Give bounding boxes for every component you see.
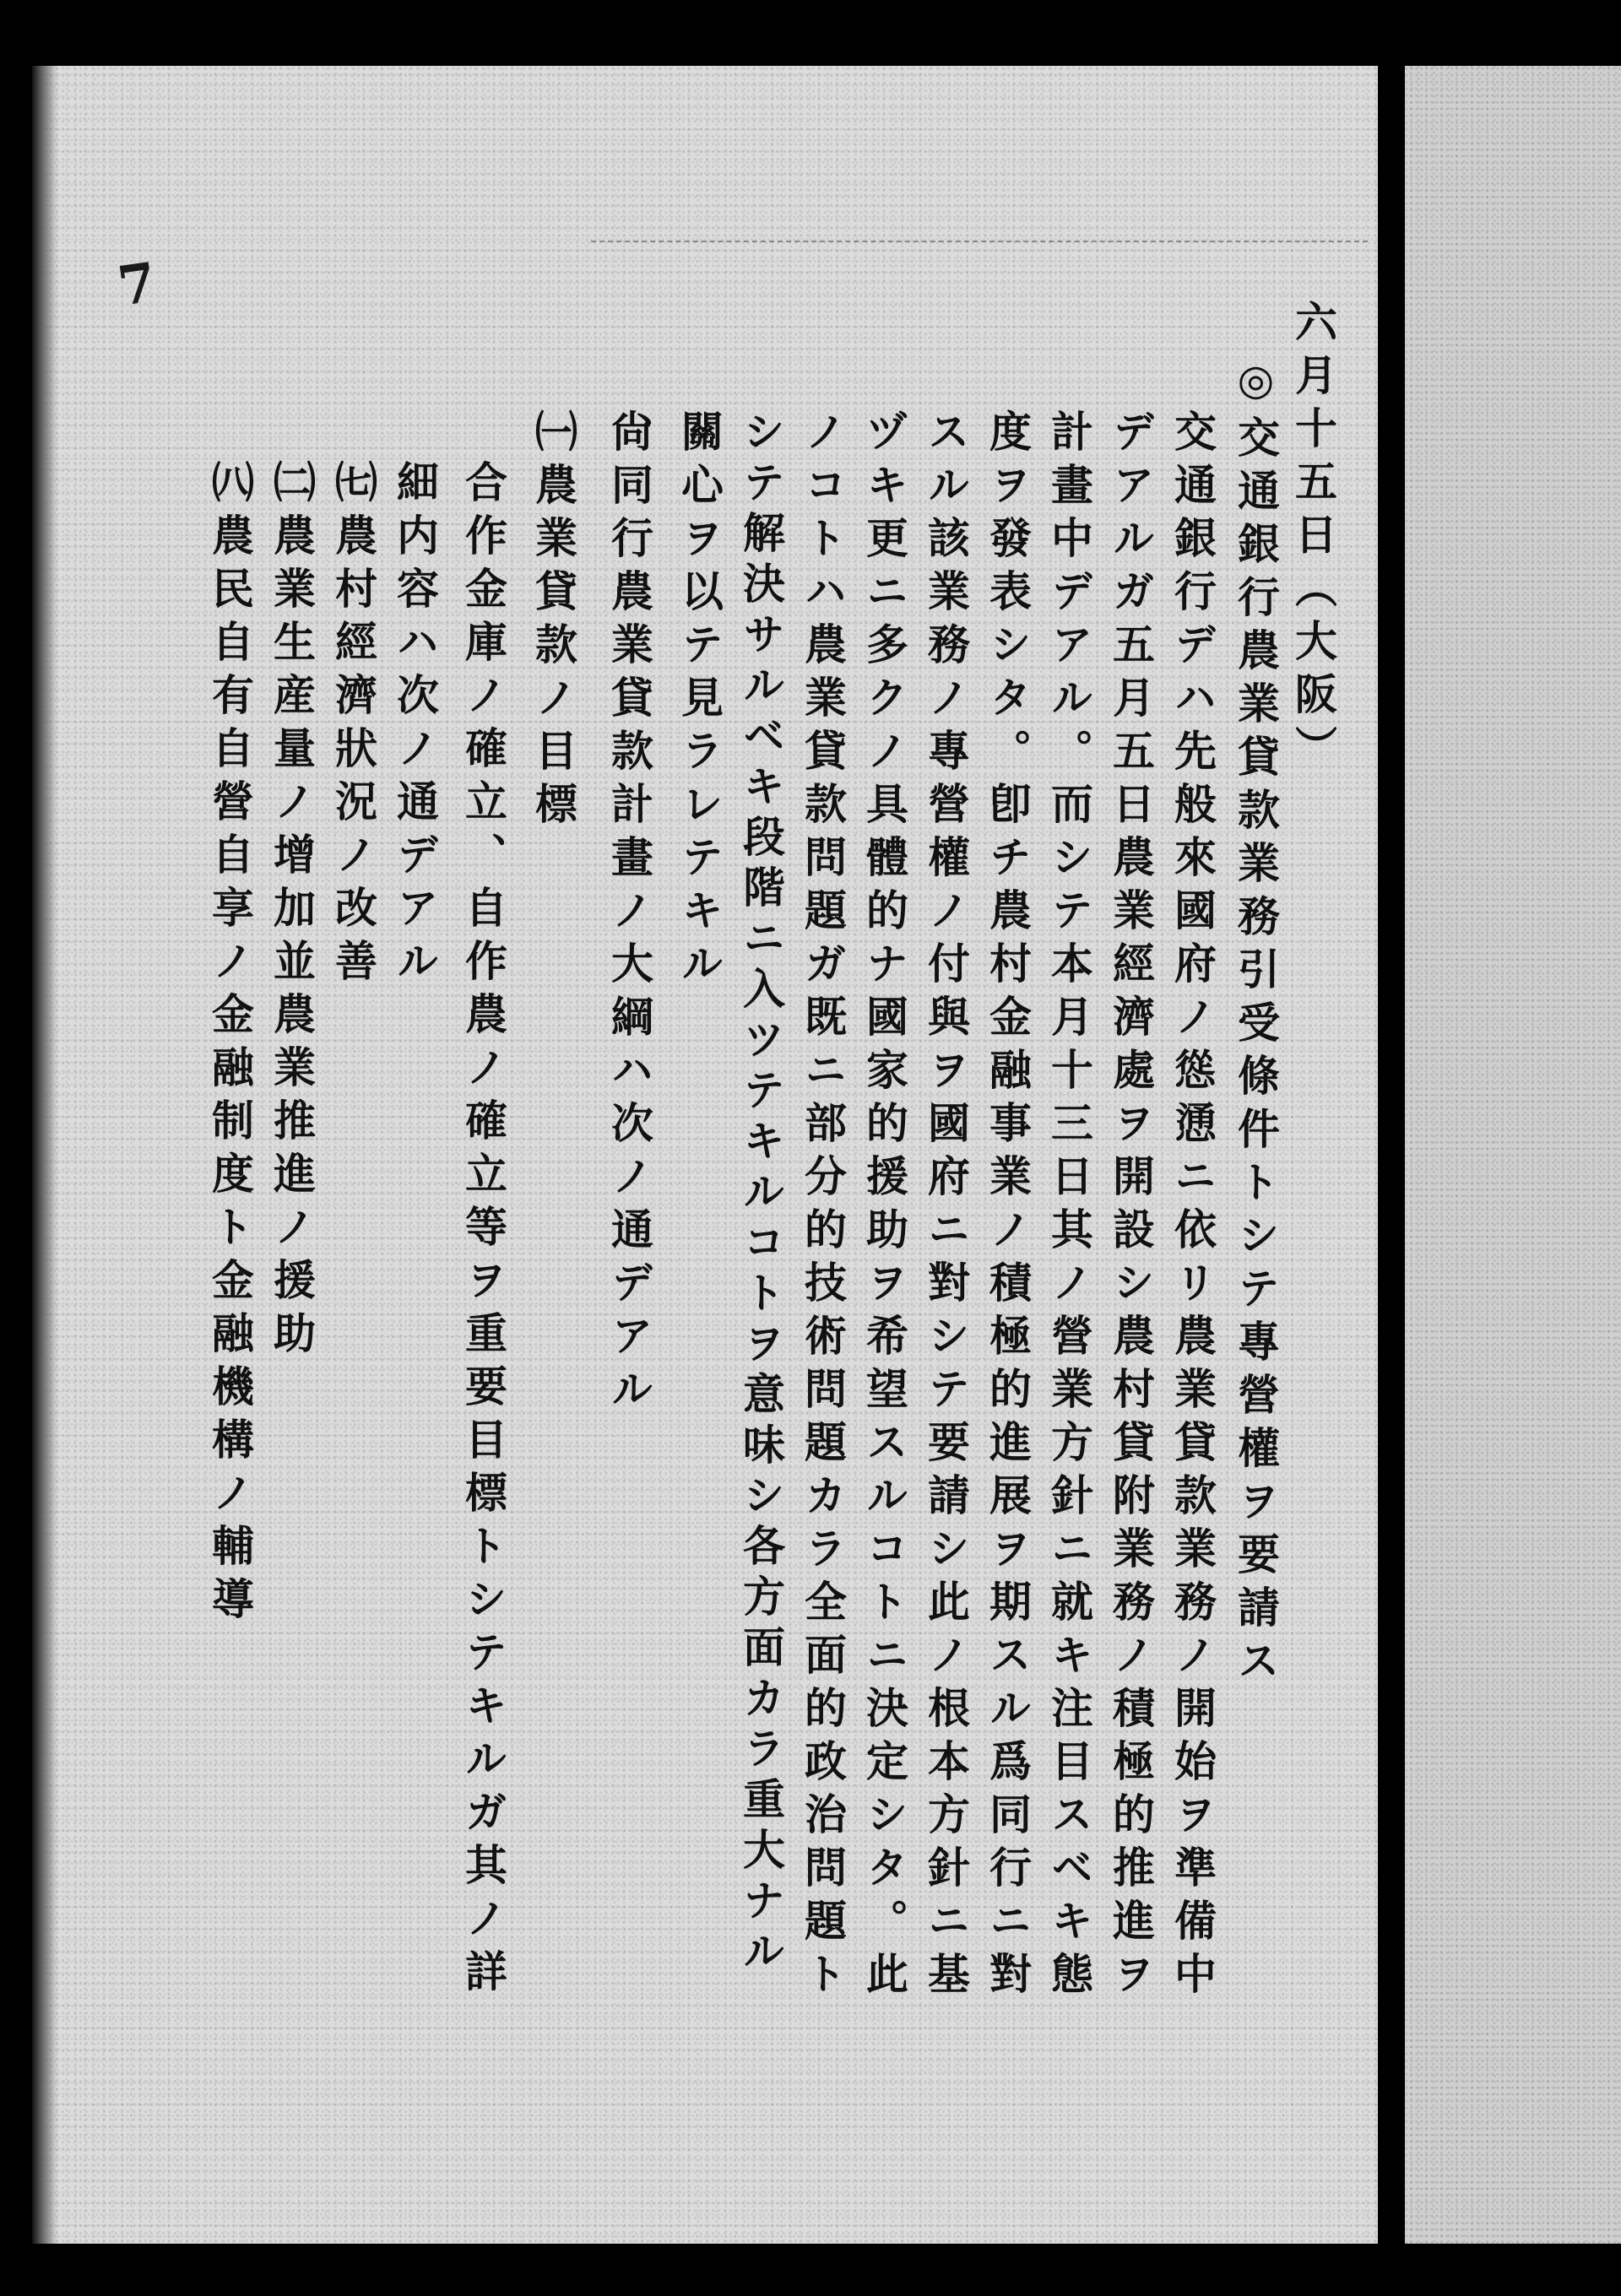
faint-ruled-line bbox=[591, 241, 1368, 244]
page-binding-edge bbox=[32, 66, 57, 2244]
list-item-ro: ㈡農業生産量ノ增加並農業推進ノ援助 bbox=[267, 460, 317, 1364]
outline-intro: 尙同行農業貸款計畫ノ大綱ハ次ノ通デアル bbox=[604, 409, 654, 1420]
body-line-5: スル該業務ノ專營權ノ付與ヲ國府ニ對シテ要請シ此ノ根本方針ニ基 bbox=[921, 409, 971, 2005]
body-line-8: シテ解決サルベキ段階ニ入ツテキルコトヲ意味シ各方面カラ重大ナル bbox=[736, 409, 786, 1979]
page-number-mark: 7 bbox=[113, 251, 160, 319]
list-item-ha: ㈧農民自有自營自享ノ金融制度ト金融機構ノ輔導 bbox=[205, 460, 255, 1630]
body-line-9: 關心ヲ以テ見ラレテキル bbox=[675, 409, 724, 994]
body-line-1: 交通銀行デハ先般來國府ノ慫慂ニ依リ農業貸款業務ノ開始ヲ準備中 bbox=[1168, 409, 1217, 2005]
dateline: 六月十五日（大阪） bbox=[1288, 300, 1338, 778]
page-gutter bbox=[1378, 51, 1405, 2262]
article-headline: ◎交通銀行農業貸款業務引受條件トシテ專營權ヲ要請ス bbox=[1231, 355, 1281, 1692]
section-text-1: 合作金庫ノ確立、自作農ノ確立等ヲ重要目標トシテキルガ其ノ詳 bbox=[458, 460, 508, 2002]
adjacent-page bbox=[1405, 66, 1621, 2244]
body-line-4: 度ヲ發表シタ。卽チ農村金融事業ノ積極的進展ヲ期スル爲同行ニ對 bbox=[983, 409, 1033, 2005]
body-line-7: ノコトハ農業貸款問題ガ既ニ部分的技術問題カラ全面的政治問題ト bbox=[798, 409, 848, 2005]
list-item-i: ㈦農村經濟狀況ノ改善 bbox=[328, 460, 378, 992]
body-line-6: ヅキ更ニ多クノ具體的ナ國家的援助ヲ希望スルコトニ決定シタ。此 bbox=[859, 409, 909, 2005]
body-line-3: 計畫中デアル。而シテ本月十三日其ノ營業方針ニ就キ注目スベキ態 bbox=[1044, 409, 1094, 2005]
body-line-2: デアルガ五月五日農業經濟處ヲ開設シ農村貸附業務ノ積極的推進ヲ bbox=[1106, 409, 1156, 2005]
section-heading-1: ㈠農業貸款ノ目標 bbox=[529, 409, 578, 835]
section-text-2: 細内容ハ次ノ通デアル bbox=[390, 460, 440, 992]
